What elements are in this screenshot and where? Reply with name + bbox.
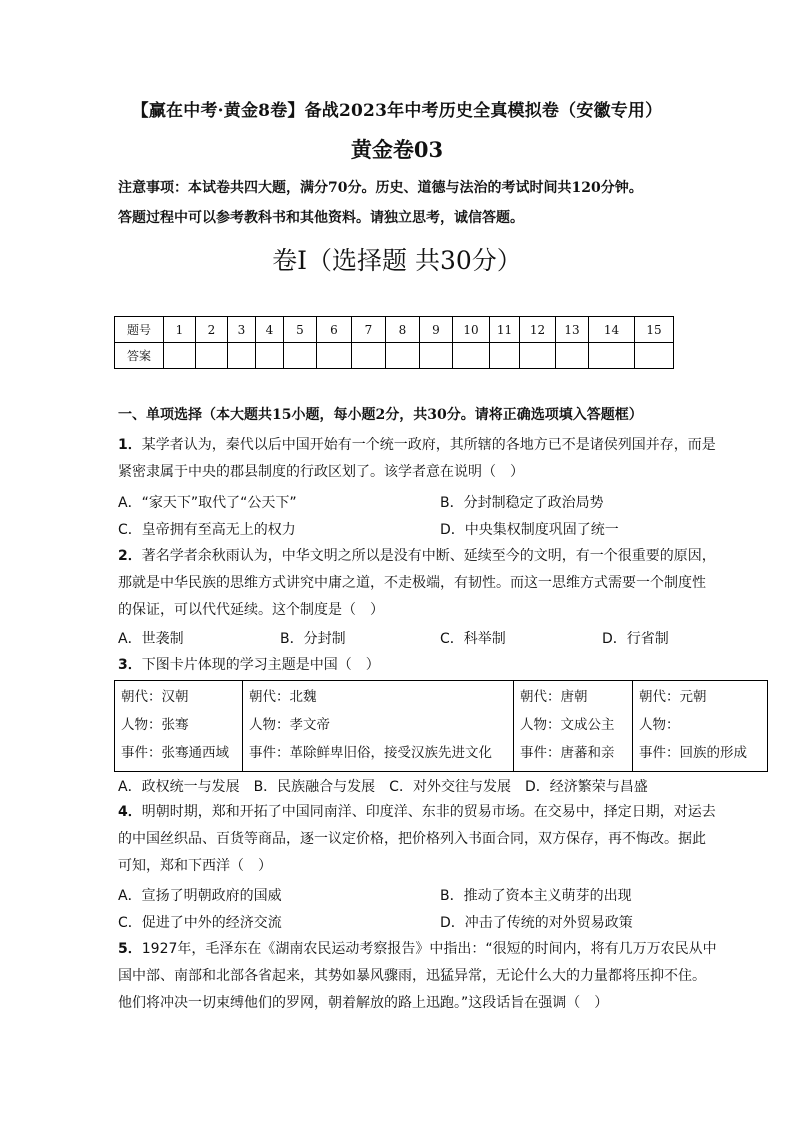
option-a[interactable]: A．世袭制 (118, 631, 184, 647)
question-text: 可知，郑和下西洋（ ） (118, 858, 272, 874)
answer-table (114, 316, 674, 369)
answer-cell[interactable] (164, 343, 196, 369)
number-cell: 9 (420, 317, 453, 343)
notice-line-1: 注意事项：本试卷共四大题，满分70分。历史、道德与法治的考试时间共120分钟。 (118, 180, 643, 196)
answer-cell[interactable] (386, 343, 420, 369)
question-number: 3． (118, 657, 142, 673)
question-text: 下图卡片体现的学习主题是中国（ ） (141, 657, 380, 673)
card-person: 人物： (639, 717, 680, 733)
option-c[interactable]: C．促进了中外的经济交流 (118, 915, 282, 931)
card-dynasty: 朝代：元朝 (639, 689, 707, 705)
number-cell: 13 (556, 317, 589, 343)
answer-table-number-row (115, 317, 674, 343)
number-cell: 7 (352, 317, 386, 343)
card-event: 事件：张骞通西域 (121, 745, 229, 761)
question-text: 某学者认为，秦代以后中国开始有一个统一政府，其所辖的各地方已不是诸侯列国并存，而是 (141, 437, 716, 453)
card-dynasty: 朝代：汉朝 (121, 689, 189, 705)
question-number: 5． (118, 941, 142, 957)
option-b[interactable]: B．分封制稳定了政治局势 (440, 495, 604, 511)
question-text: 国中部、南部和北部各省起来，其势如暴风骤雨，迅猛异常，无论什么大的力量都将压抑不住。 (118, 968, 706, 984)
card-event: 事件：回族的形成 (639, 745, 747, 761)
paper-title: 黄金卷03 (350, 137, 444, 162)
answer-cell[interactable] (520, 343, 556, 369)
answer-cell[interactable] (284, 343, 317, 369)
number-cell: 14 (589, 317, 635, 343)
question-4 (118, 799, 730, 880)
option-d[interactable]: D．中央集权制度巩固了统一 (440, 522, 619, 538)
answer-cell[interactable] (635, 343, 674, 369)
card-yuan (633, 681, 768, 772)
answer-cell[interactable] (256, 343, 284, 369)
number-cell: 10 (453, 317, 490, 343)
number-cell: 4 (256, 317, 284, 343)
card-person: 人物：张骞 (121, 717, 189, 733)
section-title: 卷Ⅰ（选择题 共30分） (272, 246, 522, 275)
card-han (115, 681, 243, 772)
card-person: 人物：孝文帝 (249, 717, 330, 733)
option-d[interactable]: D．冲击了传统的对外贸易政策 (440, 915, 633, 931)
card-beiwei (243, 681, 514, 772)
number-cell: 1 (164, 317, 196, 343)
question-text: 1927年，毛泽东在《湖南农民运动考察报告》中指出：“很短的时间内，将有几万万农民从中 (141, 941, 717, 957)
question-number: 4． (118, 804, 142, 820)
number-cell: 2 (196, 317, 228, 343)
card-dynasty: 朝代：唐朝 (520, 689, 588, 705)
question-text: 的中国丝织品、百货等商品，逐一议定价格，把价格列入书面合同，双方保存，再不悔改。据此 (118, 831, 706, 847)
question-1 (118, 432, 730, 486)
question-number: 1． (118, 437, 142, 453)
card-event: 事件：革除鲜卑旧俗，接受汉族先进文化 (249, 745, 492, 761)
part1-title: 一、单项选择（本大题共15小题，每小题2分，共30分。请将正确选项填入答题框） (118, 407, 643, 423)
answer-cell[interactable] (196, 343, 228, 369)
number-cell: 11 (490, 317, 520, 343)
question-5 (118, 936, 730, 1017)
answer-cell[interactable] (490, 343, 520, 369)
card-dynasty: 朝代：北魏 (249, 689, 317, 705)
question-text: 他们将冲决一切束缚他们的罗网，朝着解放的路上迅跑。”这段话旨在强调（ ） (118, 995, 609, 1011)
number-cell: 3 (228, 317, 256, 343)
question-text: 明朝时期，郑和开拓了中国同南洋、印度洋、东非的贸易市场。在交易中，择定日期，对运去 (141, 804, 716, 820)
answer-cell[interactable] (589, 343, 635, 369)
history-cards (114, 680, 768, 772)
number-cell: 6 (317, 317, 352, 343)
question-2 (118, 543, 730, 624)
series-title: 【赢在中考·黄金8卷】备战2023年中考历史全真模拟卷（安徽专用） (131, 101, 663, 121)
question-number: 2． (118, 548, 142, 564)
option-a[interactable]: A．“家天下”取代了“公天下” (118, 495, 297, 511)
answer-cell[interactable] (556, 343, 589, 369)
option-a[interactable]: A．宣扬了明朝政府的国威 (118, 888, 282, 904)
answer-cell[interactable] (352, 343, 386, 369)
answer-cell[interactable] (228, 343, 256, 369)
number-cell: 5 (284, 317, 317, 343)
number-cell: 15 (635, 317, 674, 343)
question-text: 著名学者余秋雨认为，中华文明之所以是没有中断、延续至今的文明，有一个很重要的原因， (141, 548, 716, 564)
answer-cell[interactable] (453, 343, 490, 369)
question-3-options[interactable]: A．政权统一与发展 B．民族融合与发展 C．对外交往与发展 D．经济繁荣与昌盛 (118, 779, 648, 795)
row-label-answer: 答案 (115, 343, 164, 369)
answer-cell[interactable] (317, 343, 352, 369)
option-c[interactable]: C．皇帝拥有至高无上的权力 (118, 522, 296, 538)
card-tang (514, 681, 633, 772)
notice-line-2: 答题过程中可以参考教科书和其他资料。请独立思考，诚信答题。 (118, 210, 524, 226)
question-text: 那就是中华民族的思维方式讲究中庸之道，不走极端，有韧性。而这一思维方式需要一个制度性 (118, 575, 706, 591)
answer-table-answer-row (115, 343, 674, 369)
question-text: 的保证，可以代代延续。这个制度是（ ） (118, 602, 384, 618)
card-person: 人物：文成公主 (520, 717, 615, 733)
option-c[interactable]: C．科举制 (440, 631, 506, 647)
row-label-number: 题号 (115, 317, 164, 343)
option-b[interactable]: B．分封制 (280, 631, 346, 647)
question-3 (118, 652, 730, 679)
number-cell: 8 (386, 317, 420, 343)
card-event: 事件：唐蕃和亲 (520, 745, 615, 761)
option-b[interactable]: B．推动了资本主义萌芽的出现 (440, 888, 632, 904)
answer-cell[interactable] (420, 343, 453, 369)
number-cell: 12 (520, 317, 556, 343)
option-d[interactable]: D．行省制 (602, 631, 669, 647)
question-text: 紧密隶属于中央的郡县制度的行政区划了。该学者意在说明（ ） (118, 464, 524, 480)
